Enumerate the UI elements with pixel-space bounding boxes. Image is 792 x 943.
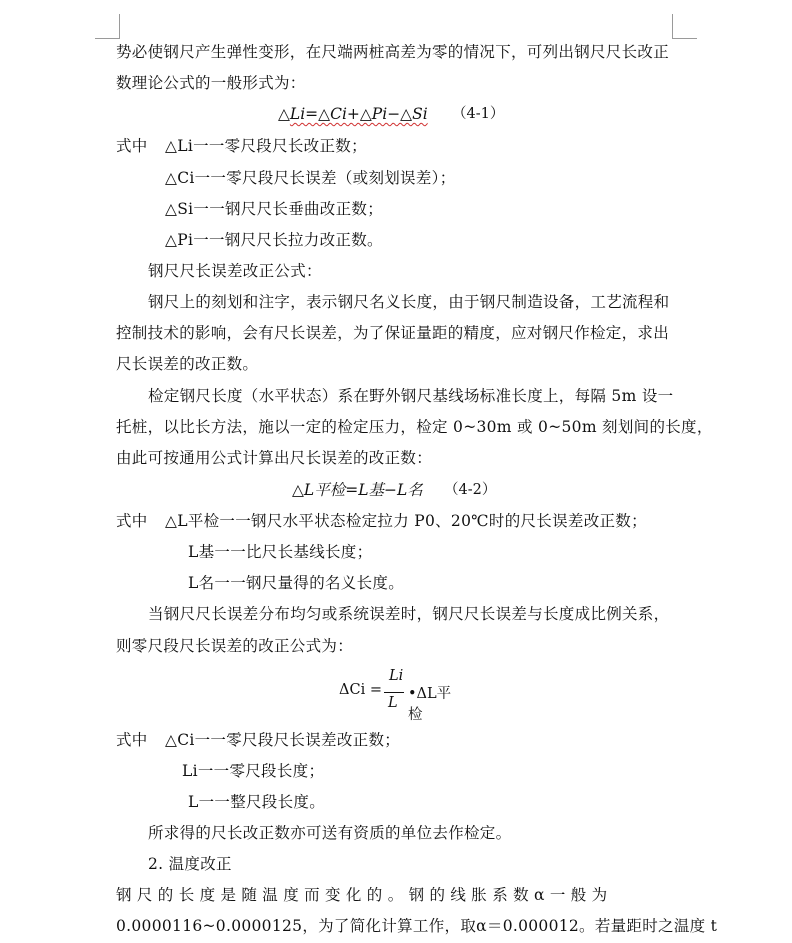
paragraph-line: 托桩，以比长方法，施以一定的检定压力，检定 0~30m 或 0~50m 刻划间的长度， [116,418,713,436]
crop-mark-top-left [95,14,120,39]
equation-4-1 [278,104,428,124]
definition-item: Li一一零尺段长度； [182,762,325,780]
definition-item: △Si一一钢尺尺长垂曲改正数； [165,200,383,218]
paragraph-line: 检定钢尺长度（水平状态）系在野外钢尺基线场标准长度上，每隔 5m 设一 [148,387,674,405]
section-heading: 钢尺尺长误差改正公式： [148,262,322,280]
definition-item: △Pi一一钢尺尺长拉力改正数。 [165,231,383,249]
paragraph-line: 尺长误差的改正数。 [116,355,259,373]
definition-item: △L平检一一钢尺水平状态检定拉力 P0、20℃时的尺长误差改正数； [165,512,647,530]
equation-number: （4-1） [452,106,505,122]
fraction-rhs: •ΔL平检 [408,686,452,723]
paragraph-line: 钢尺的长度是随温度而变化的。钢的线胀系数α一般为 [116,886,613,904]
definition-label: 式中 [116,512,148,530]
paragraph-line: 当钢尺尺长误差分布均匀或系统误差时，钢尺尺长误差与长度成比例关系， [148,605,670,623]
paragraph-line: 数理论公式的一般形式为： [116,74,306,92]
equation-number: （4-2） [444,482,497,498]
definition-item: L一一整尺段长度。 [188,793,325,811]
fraction-equation [339,668,459,723]
fraction-bar [384,692,404,693]
paragraph-line: 则零尺段尺长误差的改正公式为： [116,637,354,655]
definition-item: △Li一一零尺段尺长改正数； [165,137,367,155]
definition-item: △Ci一一零尺段尺长误差（或刻划误差）； [165,169,456,187]
delta-symbol: △ [278,105,290,123]
definition-item: L基一一比尺长基线长度； [188,543,373,561]
paragraph-line: 由此可按通用公式计算出尺长误差的改正数： [116,449,433,467]
fraction-denominator: L [388,695,398,711]
equation-4-2: △L平检=L基−L名 [292,481,423,499]
definition-item: △Ci一一零尺段尺长误差改正数； [165,731,401,749]
fraction-lhs: ΔCi = [339,682,382,698]
fraction-numerator: Li [389,668,404,684]
paragraph-line: 0.0000116~0.0000125，为了简化计算工作，取α＝0.000012。若量距时之温度 t [116,917,718,935]
definition-item: L名一一钢尺量得的名义长度。 [188,574,404,592]
paragraph-line: 控制技术的影响，会有尺长误差，为了保证量距的精度，应对钢尺作检定，求出 [116,324,670,342]
equation-body: Li=△Ci+△Pi−△Si [289,105,428,123]
definition-label: 式中 [116,731,148,749]
crop-mark-top-right [672,14,697,39]
paragraph-line: 所求得的尺长改正数亦可送有资质的单位去作检定。 [148,824,512,842]
paragraph-line: 钢尺上的刻划和注字，表示钢尺名义长度，由于钢尺制造设备，工艺流程和 [148,293,670,311]
paragraph-line: 势必使钢尺产生弹性变形，在尺端两桩高差为零的情况下，可列出钢尺尺长改正 [116,43,670,61]
section-heading: 2. 温度改正 [148,855,232,873]
definition-label: 式中 [116,137,148,155]
